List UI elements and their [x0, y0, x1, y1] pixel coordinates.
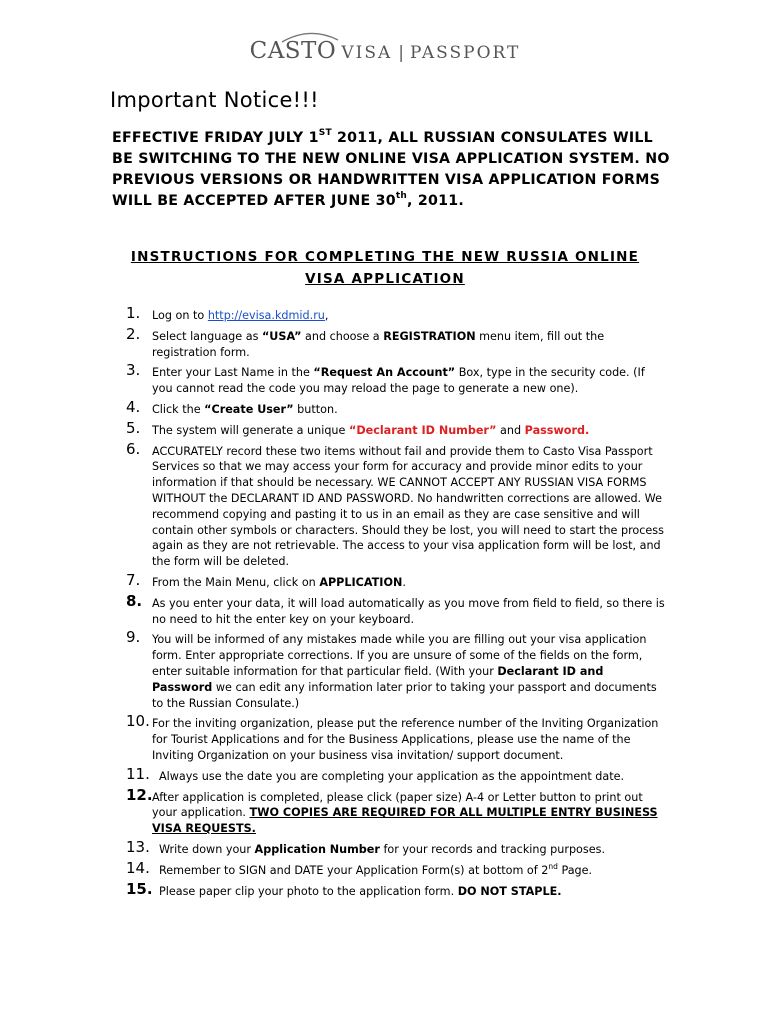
step-2: 2. Select language as “USA” and choose a REGISTRATION menu item, fill out the registration form. [126, 324, 605, 359]
casto-logo [0, 38, 770, 64]
step-14: 14. Remember to SIGN and DATE your Application Form(s) at bottom of 2nd Page. [126, 858, 593, 877]
step-4: 4. Click the “Create User” button. [126, 397, 338, 416]
step-13: 13. Write down your Application Number for your records and tracking purposes. [126, 837, 605, 856]
step-12: 12. After application is completed, please click (paper size) A-4 or Letter button to print out your application. TWO COPIES ARE REQUIRED FOR ALL MULTIPLE ENTRY BUSINESS VISA REQUESTS. [126, 785, 658, 836]
logo-separator: | [398, 43, 405, 63]
step-10: 10. For the inviting organization, please put the reference number of the Inviting Organization for Tourist Applications and for the Business Applications, please use the name of the Inviting Organization on your business visa invitation/ support document. [126, 712, 659, 762]
logo-passport: PASSPORT [410, 43, 521, 63]
logo-brand: CASTO [249, 38, 337, 64]
step-7: 7. From the Main Menu, click on APPLICATION. [126, 570, 406, 589]
step-3: 3. Enter your Last Name in the “Request An Account” Box, type in the security code. (If you cannot read the code you may reload the page to generate a new one). [126, 361, 645, 396]
step-11: 11. Always use the date you are completing your application as the appointment date. [126, 764, 625, 783]
step-9: 9. You will be informed of any mistakes made while you are filling out your visa application form. Enter appropriate corrections. If you are unsure of some of the fields on the form, enter suitable information for that particular field. (With your Declarant ID and Password we can edit any information later prior to taking your passport and documents to the Russian Consulate.) [126, 628, 657, 710]
notice-paragraph: EFFECTIVE FRIDAY JULY 1ST 2011, ALL RUSSIAN CONSULATES WILL BE SWITCHING TO THE NEW ONLINE VISA APPLICATION SYSTEM. NO PREVIOUS VERSIONS OR HANDWRITTEN VISA APPLICATION FORMS WILL BE ACCEPTED AFTER JUNE 30th, 2011. [112, 128, 670, 209]
evisa-link[interactable]: http://evisa.kdmid.ru [207, 309, 325, 322]
step-1: 1. Log on to http://evisa.kdmid.ru, [126, 304, 329, 322]
instructions-heading: INSTRUCTIONS FOR COMPLETING THE NEW RUSSIA ONLINE VISA APPLICATION [130, 249, 640, 287]
page-title: Important Notice!!! [110, 88, 319, 112]
step-8: 8. As you enter your data, it will load automatically as you move from field to field, so there is no need to hit the enter key on your keyboard. [126, 591, 665, 626]
logo-visa: VISA [341, 43, 393, 63]
step-5: 5. The system will generate a unique “Declarant ID Number” and Password. [126, 418, 590, 437]
instruction-list [126, 304, 666, 904]
step-15: 15. Please paper clip your photo to the application form. DO NOT STAPLE. [126, 879, 562, 898]
step-6: 6. ACCURATELY record these two items without fail and provide them to Casto Visa Passport Services so that we may access your form for accuracy and provide minor edits to your information if that should be necessary. WE CANNOT ACCEPT ANY RUSSIAN VISA FORMS WITHOUT the DECLARANT ID AND PASSWORD. No handwritten corrections are allowed. We recommend copying and pasting it to us in an email as they are case sensitive and will contain other symbols or characters. Should they be lost, you will need to start the process again as they are not retrievable. The access to your visa application form will be lost, and the form will be deleted. [126, 439, 664, 569]
